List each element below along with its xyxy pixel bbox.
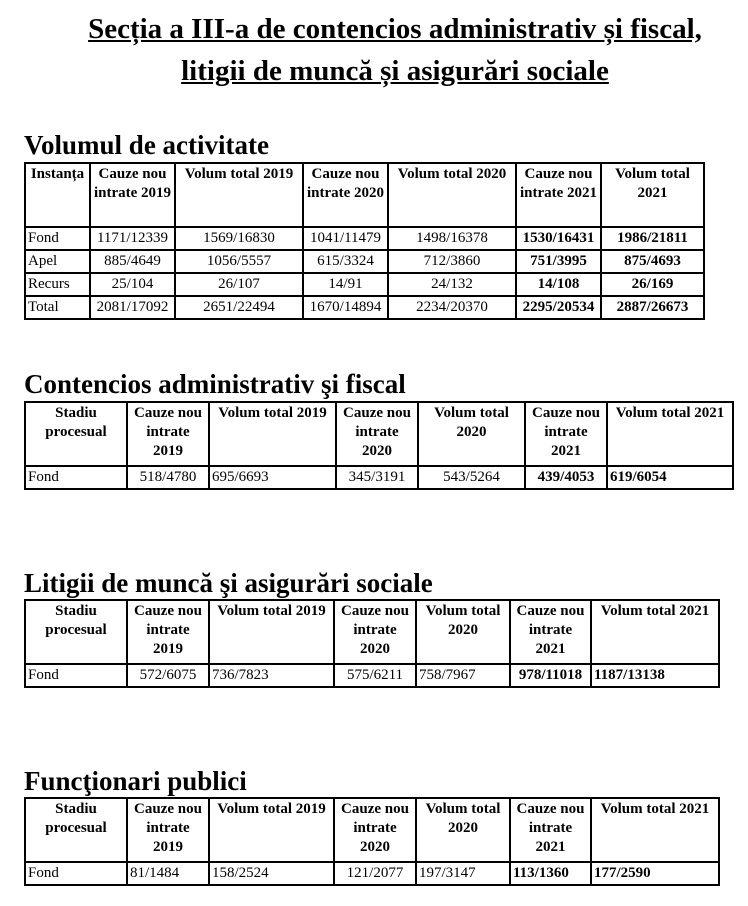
table-cell: Fond — [25, 227, 90, 250]
table-cell: 26/107 — [175, 273, 303, 296]
table-cell: 158/2524 — [209, 862, 334, 885]
header-cell: Stadiu procesual — [25, 600, 127, 664]
table-cell: 575/6211 — [334, 664, 416, 687]
header-cell: Volum total 2020 — [418, 402, 525, 466]
table-cell: 1041/11479 — [303, 227, 388, 250]
table-cell: 1056/5557 — [175, 250, 303, 273]
table-row — [25, 466, 733, 489]
table-cell: 1986/21811 — [601, 227, 704, 250]
table-cell: 758/7967 — [416, 664, 510, 687]
table-cell: 736/7823 — [209, 664, 334, 687]
header-cell: Cauze nou intrate 2019 — [127, 402, 209, 466]
table-cell: Apel — [25, 250, 90, 273]
header-cell: Volum total 2020 — [416, 798, 510, 862]
table-header-row — [25, 163, 704, 227]
section-heading-functionari: Funcţionari publici — [24, 766, 247, 796]
table-row — [25, 664, 719, 687]
table-litigii — [24, 599, 720, 688]
header-cell: Stadiu procesual — [25, 798, 127, 862]
table-cell: 81/1484 — [127, 862, 209, 885]
table-row — [25, 862, 719, 885]
header-cell: Cauze nou intrate 2020 — [303, 163, 388, 227]
table-cell: 14/108 — [516, 273, 601, 296]
header-cell: Volum total 2019 — [209, 600, 334, 664]
table-volum-activitate — [24, 162, 705, 320]
table-cell: 113/1360 — [510, 862, 591, 885]
table-cell: 1187/13138 — [591, 664, 719, 687]
table-row — [25, 250, 704, 273]
table-cell: 24/132 — [388, 273, 516, 296]
header-cell: Cauze nou intrate 2019 — [90, 163, 175, 227]
header-cell: Volum total 2021 — [591, 798, 719, 862]
header-cell: Cauze nou intrate 2020 — [336, 402, 418, 466]
table-cell: 121/2077 — [334, 862, 416, 885]
header-cell: Volum total 2021 — [607, 402, 733, 466]
table-cell: 2887/26673 — [601, 296, 704, 319]
table-cell: 518/4780 — [127, 466, 209, 489]
section-heading-litigii: Litigii de muncă şi asigurări sociale — [24, 568, 433, 598]
header-cell: Cauze nou intrate 2021 — [510, 600, 591, 664]
table-cell: 978/11018 — [510, 664, 591, 687]
header-cell: Volum total 2021 — [601, 163, 704, 227]
header-cell: Cauze nou intrate 2021 — [516, 163, 601, 227]
table-cell: Recurs — [25, 273, 90, 296]
page-title-line-1: Secția a III-a de contencios administrativ și fiscal, — [88, 13, 702, 45]
table-cell: Fond — [25, 862, 127, 885]
table-header-row — [25, 402, 733, 466]
table-header-row — [25, 600, 719, 664]
header-cell: Stadiu procesual — [25, 402, 127, 466]
table-functionari — [24, 797, 720, 886]
table-row — [25, 296, 704, 319]
header-cell: Cauze nou intrate 2020 — [334, 600, 416, 664]
page-title — [0, 8, 748, 92]
table-cell: 1530/16431 — [516, 227, 601, 250]
header-cell: Volum total 2019 — [209, 798, 334, 862]
table-cell: 572/6075 — [127, 664, 209, 687]
header-cell: Volum total 2019 — [175, 163, 303, 227]
table-cell: 2234/20370 — [388, 296, 516, 319]
table-cell: 1498/16378 — [388, 227, 516, 250]
table-cell: 1670/14894 — [303, 296, 388, 319]
table-cell: 2295/20534 — [516, 296, 601, 319]
header-cell: Cauze nou intrate 2019 — [127, 600, 209, 664]
header-cell: Volum total 2021 — [591, 600, 719, 664]
table-cell: 543/5264 — [418, 466, 525, 489]
table-cell: 25/104 — [90, 273, 175, 296]
table-row — [25, 273, 704, 296]
header-cell: Cauze nou intrate 2020 — [334, 798, 416, 862]
page-title-line-2: litigii de muncă și asigurări sociale — [181, 55, 609, 87]
table-cell: 197/3147 — [416, 862, 510, 885]
header-cell: Volum total 2020 — [416, 600, 510, 664]
table-row — [25, 227, 704, 250]
table-cell: Total — [25, 296, 90, 319]
table-cell: 875/4693 — [601, 250, 704, 273]
header-cell: Cauze nou intrate 2021 — [510, 798, 591, 862]
table-cell: 751/3995 — [516, 250, 601, 273]
table-cell: 14/91 — [303, 273, 388, 296]
table-cell: 2081/17092 — [90, 296, 175, 319]
table-cell: 695/6693 — [209, 466, 336, 489]
table-cell: 26/169 — [601, 273, 704, 296]
table-cell: 1569/16830 — [175, 227, 303, 250]
table-cell: 2651/22494 — [175, 296, 303, 319]
header-cell: Cauze nou intrate 2021 — [525, 402, 607, 466]
section-heading-contencios: Contencios administrativ şi fiscal — [24, 369, 406, 399]
table-header-row — [25, 798, 719, 862]
header-cell: Instanța — [25, 163, 90, 227]
header-cell: Cauze nou intrate 2019 — [127, 798, 209, 862]
table-cell: 345/3191 — [336, 466, 418, 489]
table-cell: 177/2590 — [591, 862, 719, 885]
table-cell: 439/4053 — [525, 466, 607, 489]
table-cell: Fond — [25, 466, 127, 489]
table-cell: Fond — [25, 664, 127, 687]
table-cell: 619/6054 — [607, 466, 733, 489]
table-cell: 615/3324 — [303, 250, 388, 273]
header-cell: Volum total 2020 — [388, 163, 516, 227]
table-contencios — [24, 401, 734, 490]
table-cell: 1171/12339 — [90, 227, 175, 250]
table-cell: 885/4649 — [90, 250, 175, 273]
header-cell: Volum total 2019 — [209, 402, 336, 466]
section-heading-volum: Volumul de activitate — [24, 130, 269, 160]
table-cell: 712/3860 — [388, 250, 516, 273]
